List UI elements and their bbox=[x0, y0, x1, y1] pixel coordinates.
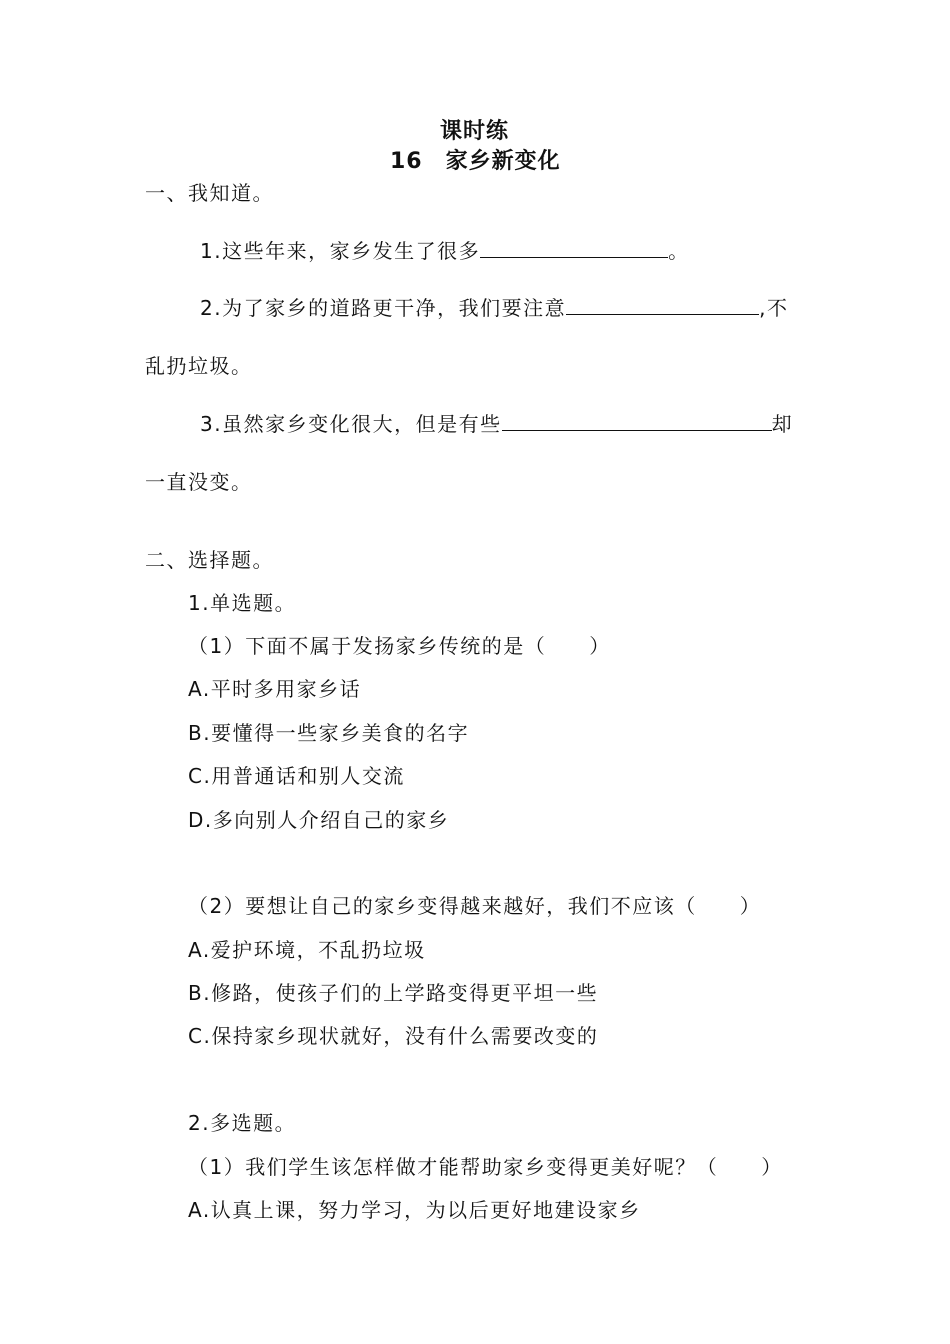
question-text: 2.为了家乡的道路更干净，我们要注意 bbox=[200, 296, 567, 320]
answer-blank[interactable] bbox=[502, 412, 772, 431]
multi-choice-label: 2.多选题。 bbox=[188, 1111, 297, 1135]
single-question-2-stem: （2）要想让自己的家乡变得越来越好，我们不应该（ ） bbox=[188, 894, 762, 918]
lesson-title: 16 家乡新变化 bbox=[390, 149, 561, 174]
fill-question-2-continued: 乱扔垃圾。 bbox=[145, 354, 253, 378]
fill-question-3-continued: 一直没变。 bbox=[145, 470, 253, 494]
single-choice-label: 1.单选题。 bbox=[188, 591, 297, 615]
question-text-end: 。 bbox=[668, 239, 690, 263]
single-q1-option-d[interactable]: D.多向别人介绍自己的家乡 bbox=[188, 808, 450, 832]
fill-question-1 bbox=[200, 239, 690, 263]
single-q1-option-b[interactable]: B.要懂得一些家乡美食的名字 bbox=[188, 721, 470, 745]
single-question-1-stem: （1）下面不属于发扬家乡传统的是（ ） bbox=[188, 634, 611, 658]
question-text-end: 却 bbox=[771, 412, 794, 436]
question-text-end: ,不 bbox=[759, 296, 789, 320]
single-q1-option-a[interactable]: A.平时多用家乡话 bbox=[188, 677, 362, 701]
question-text: 1.这些年来，家乡发生了很多 bbox=[200, 239, 481, 263]
answer-blank[interactable] bbox=[480, 239, 668, 258]
fill-question-2 bbox=[200, 296, 788, 320]
multi-question-1-stem: （1）我们学生该怎样做才能帮助家乡变得更美好呢？（ ） bbox=[188, 1155, 783, 1179]
multi-q1-option-a[interactable]: A.认真上课，努力学习，为以后更好地建设家乡 bbox=[188, 1198, 641, 1222]
single-q1-option-c[interactable]: C.用普通话和别人交流 bbox=[188, 764, 405, 788]
page-title: 课时练 bbox=[440, 119, 510, 144]
question-text: 3.虽然家乡变化很大，但是有些 bbox=[200, 412, 502, 436]
single-q2-option-b[interactable]: B.修路，使孩子们的上学路变得更平坦一些 bbox=[188, 981, 599, 1005]
section-2-heading: 二、选择题。 bbox=[145, 548, 274, 572]
answer-blank[interactable] bbox=[566, 296, 759, 315]
single-q2-option-a[interactable]: A.爱护环境，不乱扔垃圾 bbox=[188, 938, 426, 962]
fill-question-3 bbox=[200, 412, 793, 436]
section-1-heading: 一、我知道。 bbox=[145, 181, 274, 205]
single-q2-option-c[interactable]: C.保持家乡现状就好，没有什么需要改变的 bbox=[188, 1024, 599, 1048]
